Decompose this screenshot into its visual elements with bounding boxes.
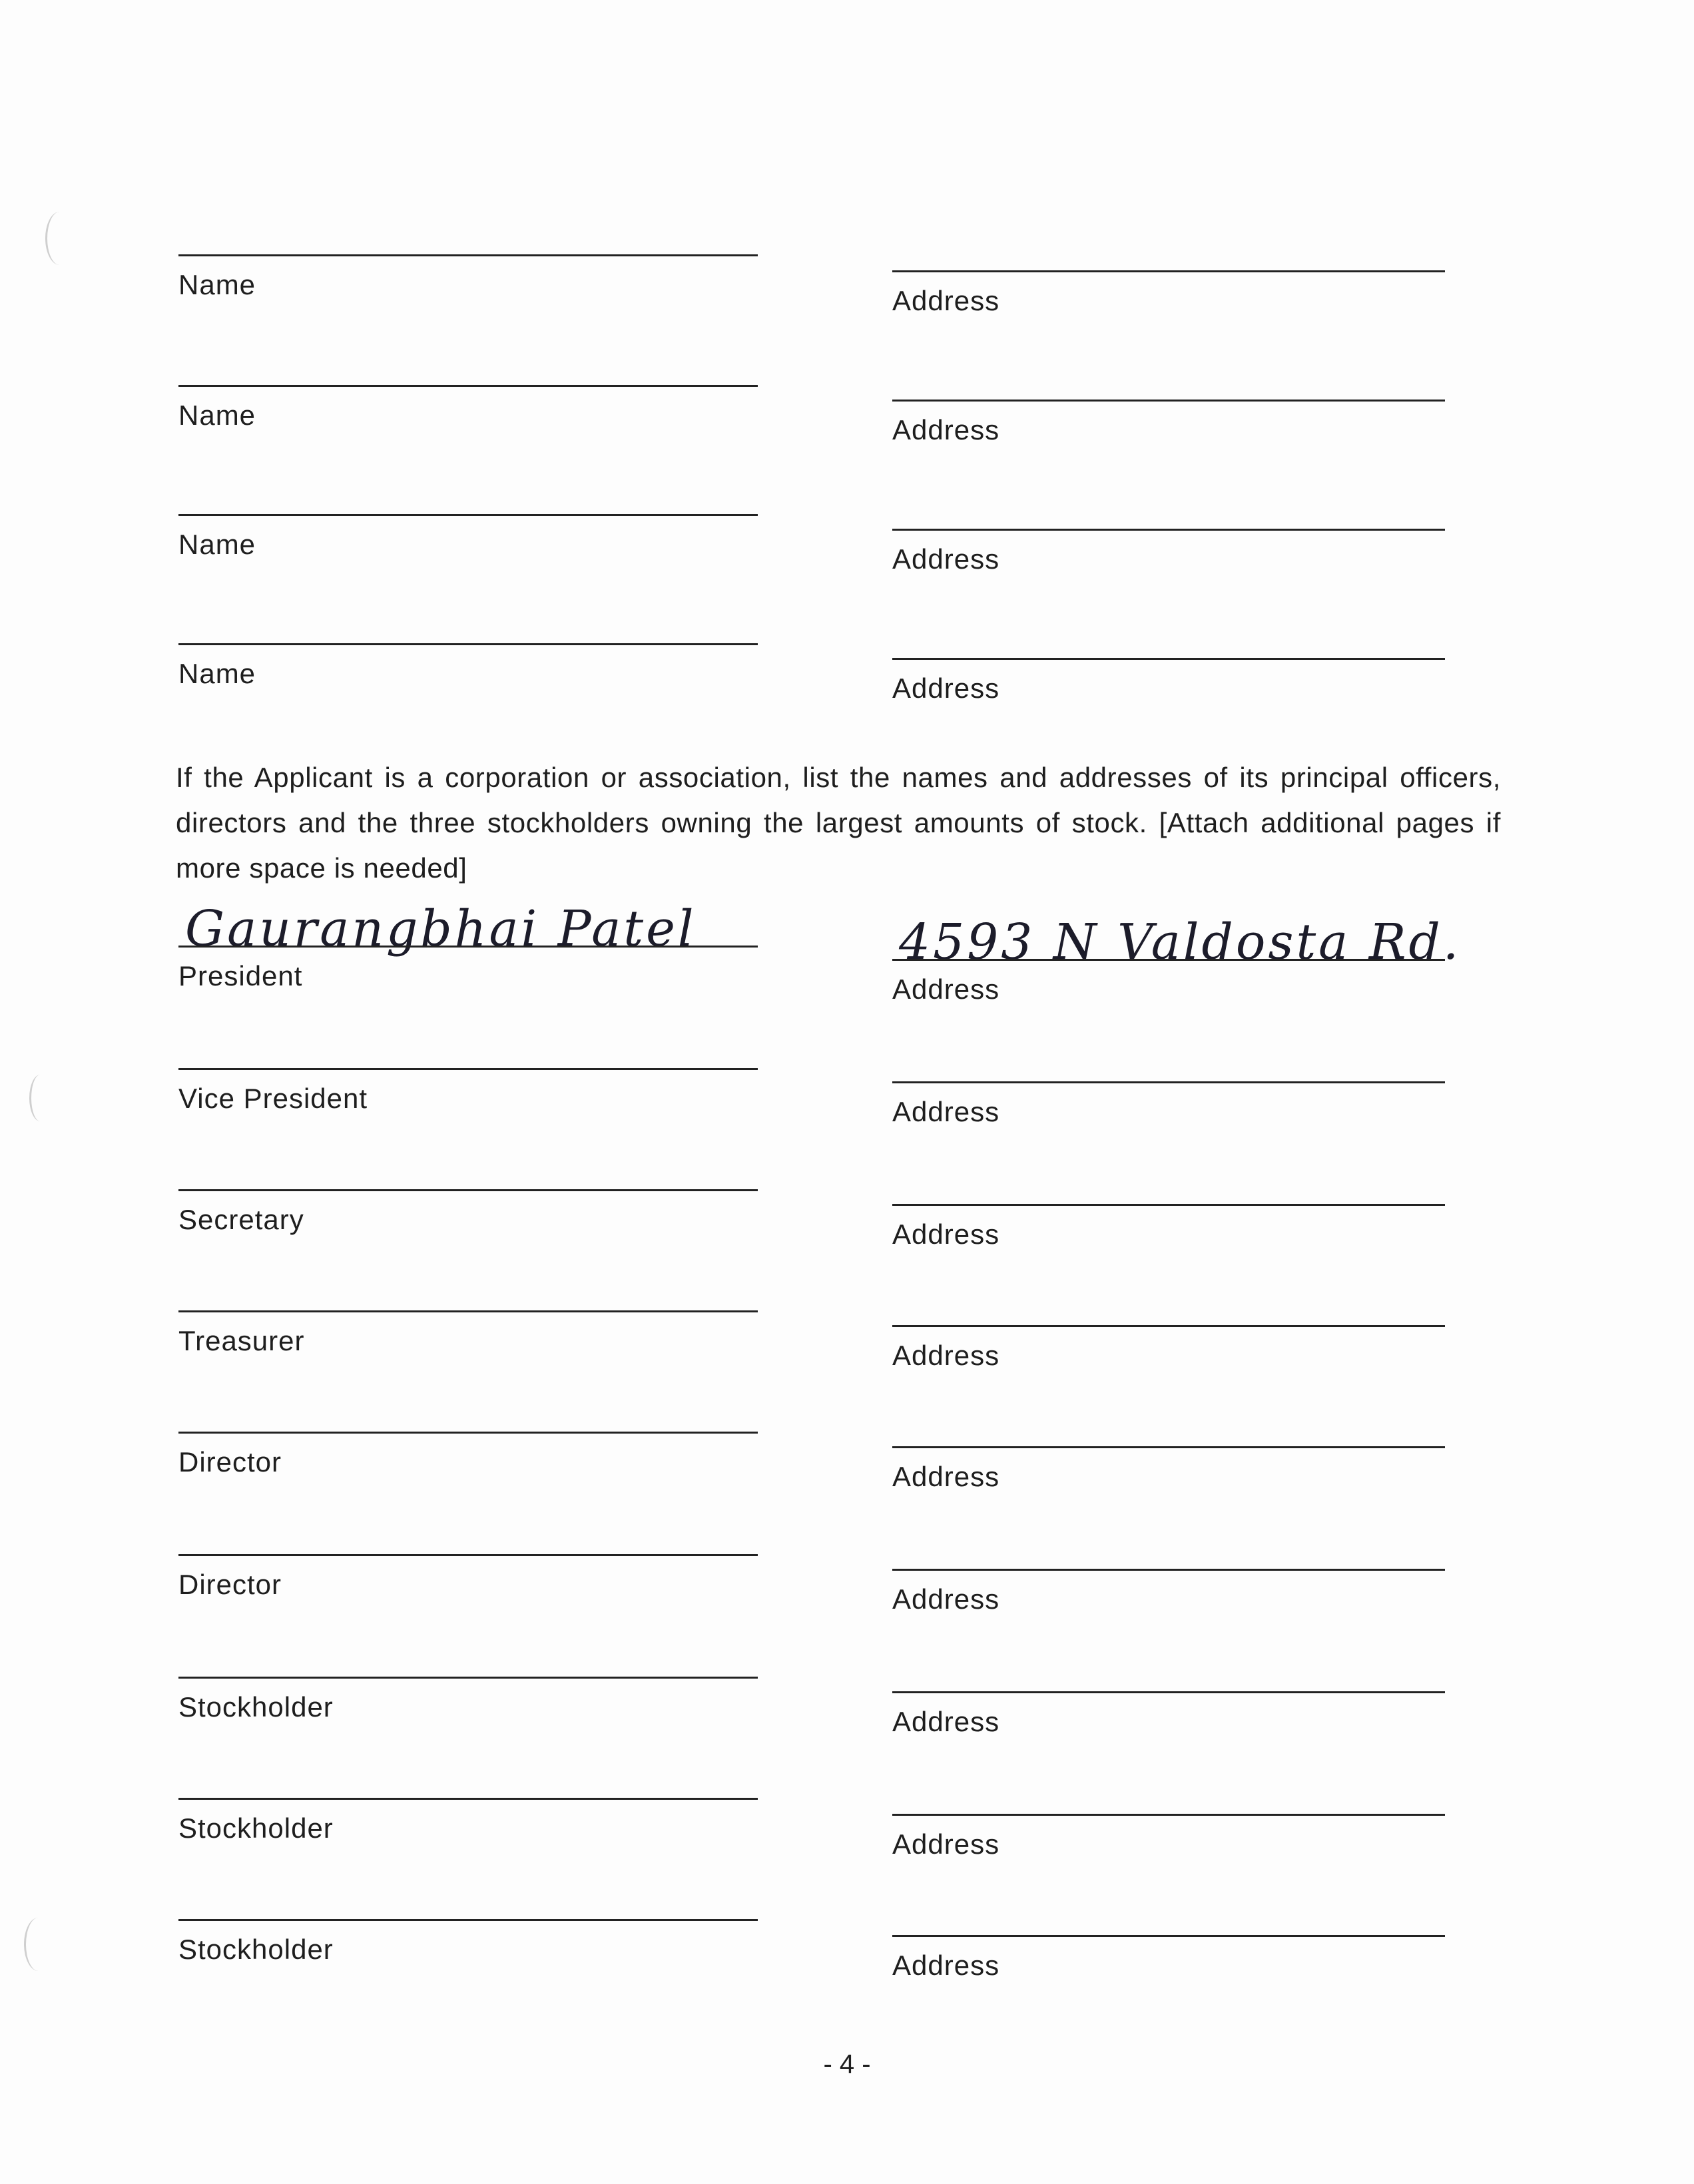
corporation-instructions: If the Applicant is a corporation or association, list the names and addresses of its principal officers, directors and the three stockholders owning the largest amounts of stock. [Attach additional pages if more space is needed]: [176, 762, 1501, 884]
director-2-name-line: [178, 1554, 758, 1556]
owner-4-name-label: Name: [178, 658, 256, 689]
president-name-field[interactable]: [178, 900, 758, 1012]
director-2-label: Director: [178, 1569, 282, 1600]
owner-1-name-field[interactable]: [178, 214, 758, 321]
vice-president-name-field[interactable]: [178, 1028, 758, 1135]
secretary-address-field[interactable]: [892, 1164, 1445, 1270]
owner-2-name-line: [178, 385, 758, 387]
secretary-address-line: [892, 1204, 1445, 1206]
stockholder-3-label: Stockholder: [178, 1934, 334, 1965]
president-address-field[interactable]: [892, 914, 1462, 1025]
owner-3-address-line: [892, 529, 1445, 531]
owner-2-name-label: Name: [178, 400, 256, 431]
page-number: - 4 -: [823, 2049, 871, 2079]
stockholder-1-address-line: [892, 1691, 1445, 1693]
owner-3-name-field[interactable]: [178, 474, 758, 581]
punch-hole-mark-middle: [29, 1075, 51, 1121]
president-name-value: Gaurangbhai Patel: [185, 900, 697, 957]
treasurer-address-field[interactable]: [892, 1285, 1445, 1392]
stockholder-2-address-field[interactable]: [892, 1774, 1445, 1880]
owner-4-address-field[interactable]: [892, 618, 1445, 724]
owner-2-address-field[interactable]: [892, 360, 1445, 466]
stockholder-1-name-line: [178, 1677, 758, 1679]
stockholder-1-name-field[interactable]: [178, 1637, 758, 1743]
vice-president-label: Vice President: [178, 1083, 368, 1114]
owner-4-address-label: Address: [892, 673, 1000, 704]
director-2-name-field[interactable]: [178, 1514, 758, 1621]
vice-president-address-line: [892, 1081, 1445, 1083]
owner-3-name-line: [178, 514, 758, 516]
owner-1-address-label: Address: [892, 285, 1000, 316]
stockholder-3-name-line: [178, 1919, 758, 1921]
owner-1-address-line: [892, 270, 1445, 272]
owner-1-name-line: [178, 254, 758, 256]
owner-3-address-label: Address: [892, 543, 1000, 575]
treasurer-name-line: [178, 1310, 758, 1312]
stockholder-2-address-label: Address: [892, 1828, 1000, 1860]
treasurer-label: Treasurer: [178, 1325, 305, 1356]
stockholder-2-name-field[interactable]: [178, 1758, 758, 1864]
owner-2-name-field[interactable]: [178, 345, 758, 451]
vice-president-address-field[interactable]: [892, 1041, 1445, 1148]
director-1-name-field[interactable]: [178, 1392, 758, 1498]
stockholder-2-label: Stockholder: [178, 1812, 334, 1844]
treasurer-name-field[interactable]: [178, 1270, 758, 1377]
director-2-address-label: Address: [892, 1583, 1000, 1615]
director-2-address-field[interactable]: [892, 1529, 1445, 1635]
stockholder-1-address-field[interactable]: [892, 1651, 1445, 1758]
owner-4-name-line: [178, 643, 758, 645]
director-1-name-line: [178, 1432, 758, 1434]
owner-4-address-line: [892, 658, 1445, 660]
stockholder-3-name-field[interactable]: [178, 1879, 758, 1986]
director-1-label: Director: [178, 1446, 282, 1478]
president-address-label: Address: [892, 973, 1000, 1005]
owner-2-address-label: Address: [892, 414, 1000, 445]
stockholder-1-address-label: Address: [892, 1706, 1000, 1737]
director-2-address-line: [892, 1569, 1445, 1571]
president-name-line: [178, 946, 758, 948]
owner-3-address-field[interactable]: [892, 489, 1445, 595]
vice-president-address-label: Address: [892, 1096, 1000, 1127]
punch-hole-mark-bottom: [24, 1918, 53, 1971]
director-1-address-label: Address: [892, 1461, 1000, 1492]
owner-4-name-field[interactable]: [178, 603, 758, 710]
stockholder-2-name-line: [178, 1798, 758, 1800]
president-address-value: 4593 N Valdosta Rd.: [899, 914, 1462, 971]
secretary-name-line: [178, 1189, 758, 1191]
secretary-address-label: Address: [892, 1219, 1000, 1250]
stockholder-3-address-label: Address: [892, 1950, 1000, 1981]
stockholder-2-address-line: [892, 1814, 1445, 1816]
director-1-address-field[interactable]: [892, 1406, 1445, 1513]
treasurer-address-label: Address: [892, 1340, 1000, 1371]
stockholder-3-address-line: [892, 1935, 1445, 1937]
owner-1-address-field[interactable]: [892, 230, 1445, 337]
secretary-label: Secretary: [178, 1204, 304, 1235]
secretary-name-field[interactable]: [178, 1149, 758, 1256]
treasurer-address-line: [892, 1325, 1445, 1327]
president-address-line: [892, 959, 1445, 961]
vice-president-name-line: [178, 1068, 758, 1070]
stockholder-1-label: Stockholder: [178, 1691, 334, 1723]
owner-3-name-label: Name: [178, 529, 256, 560]
president-label: President: [178, 960, 303, 991]
stockholder-3-address-field[interactable]: [892, 1895, 1445, 2002]
owner-1-name-label: Name: [178, 269, 256, 300]
owner-2-address-line: [892, 400, 1445, 402]
director-1-address-line: [892, 1446, 1445, 1448]
punch-hole-mark-top: [45, 212, 74, 265]
